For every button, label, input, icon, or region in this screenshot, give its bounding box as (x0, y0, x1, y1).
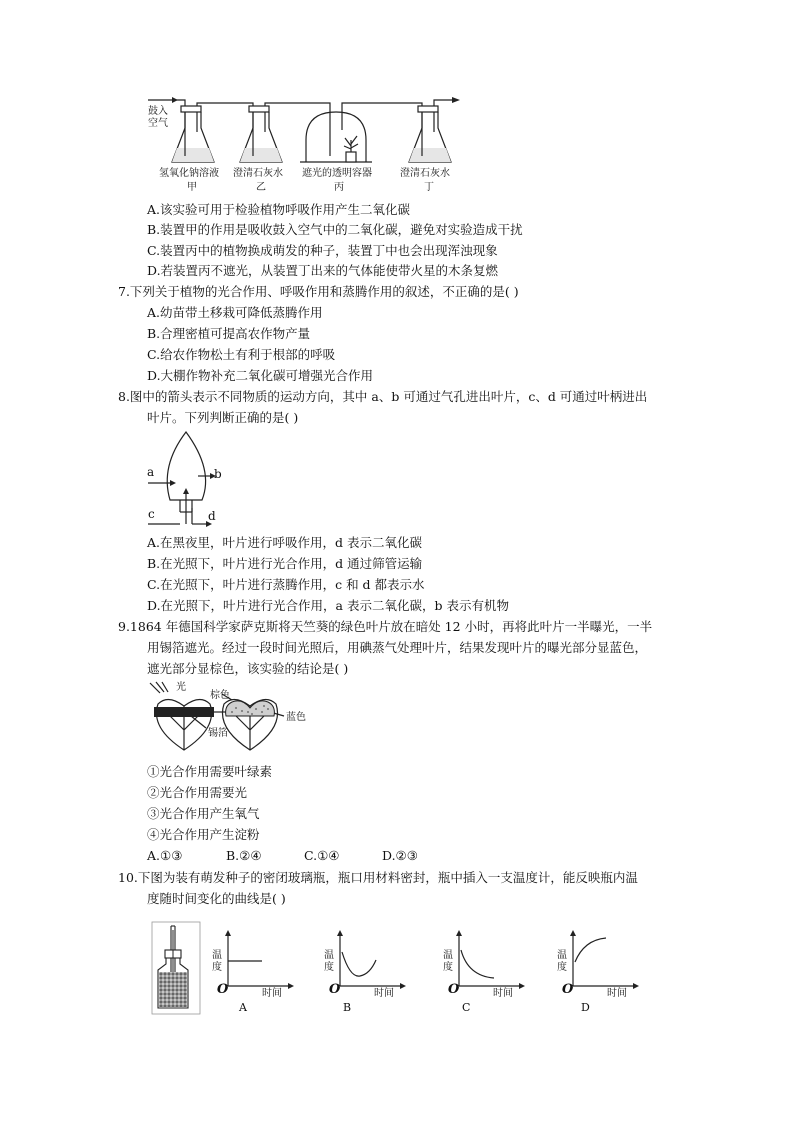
q8-option-c: C.在光照下，叶片进行蒸腾作用，c 和 d 都表示水 (147, 577, 425, 592)
q8-option-b: B.在光照下，叶片进行光合作用，d 通过筛管运输 (147, 556, 423, 571)
graph-a-ylabel-2: 度 (212, 962, 222, 973)
graph-a-ylabel-1: 温 (212, 950, 222, 961)
q9-stem-line1: 9.1864 年德国科学家萨克斯将天竺葵的绿色叶片放在暗处 12 小时，再将此叶片一半曝光，一半 (118, 619, 653, 634)
caption-ding: 澄清石灰水 (400, 168, 450, 179)
graph-a-xlabel: 时间 (262, 988, 282, 999)
q9-stem-line3: 遮光部分显棕色，该实验的结论是( ) (147, 661, 349, 676)
graph-d-xlabel: 时间 (607, 988, 627, 999)
letter-bing: 丙 (334, 182, 344, 193)
graph-d-ylabel-1: 温 (557, 950, 567, 961)
graph-c-letter: C (462, 1001, 471, 1014)
label-tin-foil: 锡箔 (208, 728, 228, 739)
q8-option-a: A.在黑夜里，叶片进行呼吸作用，d 表示二氧化碳 (147, 535, 422, 550)
q9-choice-b: B.②④ (226, 848, 262, 863)
q9-choice-d: D.②③ (382, 848, 418, 863)
label-blue: 蓝色 (286, 712, 306, 723)
letter-yi: 乙 (256, 182, 266, 193)
q7-stem: 7.下列关于植物的光合作用、呼吸作用和蒸腾作用的叙述，不正确的是( ) (118, 284, 519, 299)
leaf-label-d: d (208, 509, 216, 523)
q10-stem-line2: 度随时间变化的曲线是( ) (147, 891, 286, 906)
q8-stem-line2: 叶片。下列判断正确的是( ) (147, 410, 299, 425)
caption-bing: 遮光的透明容器 (302, 168, 372, 179)
graph-d-letter: D (581, 1001, 590, 1014)
graph-c-ylabel-1: 温 (443, 950, 453, 961)
letter-jia: 甲 (187, 182, 197, 193)
graph-c-xlabel: 时间 (493, 988, 513, 999)
q6-option-d: D.若装置丙不遮光，从装置丁出来的气体能使带火星的木条复燃 (147, 263, 499, 278)
q7-option-c: C.给农作物松土有利于根部的呼吸 (147, 347, 336, 362)
graph-a-letter: A (239, 1001, 247, 1014)
caption-yi: 澄清石灰水 (233, 168, 283, 179)
graph-c-origin: O (448, 982, 460, 997)
q6-option-b: B.装置甲的作用是吸收鼓入空气中的二氧化碳，避免对实验造成干扰 (147, 222, 523, 237)
q7-option-d: D.大棚作物补充二氧化碳可增强光合作用 (147, 368, 374, 383)
q9-choice-c: C.①④ (304, 848, 340, 863)
graph-b-letter: B (343, 1001, 352, 1014)
q9-statement-3: ③光合作用产生氧气 (147, 806, 260, 821)
leaf-label-c: c (148, 507, 155, 521)
graph-c-ylabel-2: 度 (443, 962, 453, 973)
label-brown: 棕色 (210, 690, 230, 701)
air-inlet-label-2: 空气 (148, 118, 168, 129)
q9-choice-a: A.①③ (147, 848, 183, 863)
leaf-label-b: b (214, 467, 222, 481)
q8-option-d: D.在光照下，叶片进行光合作用，a 表示二氧化碳，b 表示有机物 (147, 598, 509, 613)
letter-ding: 丁 (424, 182, 434, 193)
q8-stem-line1: 8.图中的箭头表示不同物质的运动方向，其中 a、b 可通过气孔进出叶片，c、d 可通过叶柄进出 (118, 389, 648, 404)
leaf-label-a: a (147, 465, 155, 479)
graph-b-origin: O (329, 982, 341, 997)
caption-jia: 氢氧化钠溶液 (159, 168, 219, 179)
q7-option-b: B.合理密植可提高农作物产量 (147, 326, 311, 341)
graph-a-origin: O (217, 982, 229, 997)
q7-option-a: A.幼苗带土移栽可降低蒸腾作用 (147, 305, 323, 320)
graph-d-ylabel-2: 度 (557, 962, 567, 973)
graph-b-xlabel: 时间 (374, 988, 394, 999)
graph-b-ylabel-1: 温 (324, 950, 334, 961)
q9-statement-1: ①光合作用需要叶绿素 (147, 764, 273, 779)
q9-statement-4: ④光合作用产生淀粉 (147, 827, 260, 842)
graph-b-ylabel-2: 度 (324, 962, 334, 973)
air-inlet-label-1: 鼓入 (148, 106, 168, 117)
graph-d-origin: O (562, 982, 574, 997)
label-light: 光 (176, 682, 186, 693)
q9-stem-line2: 用锡箔遮光。经过一段时间光照后，用碘蒸气处理叶片，结果发现叶片的曝光部分显蓝色， (147, 640, 648, 655)
curve-d (575, 938, 606, 962)
q6-option-a: A.该实验可用于检验植物呼吸作用产生二氧化碳 (147, 202, 411, 217)
q6-option-c: C.装置丙中的植物换成萌发的种子，装置丁中也会出现浑浊现象 (147, 243, 498, 258)
q9-statement-2: ②光合作用需要光 (147, 785, 248, 800)
q10-stem-line1: 10.下图为装有萌发种子的密闭玻璃瓶，瓶口用材料密封，瓶中插入一支温度计，能反映瓶内温 (118, 870, 638, 885)
